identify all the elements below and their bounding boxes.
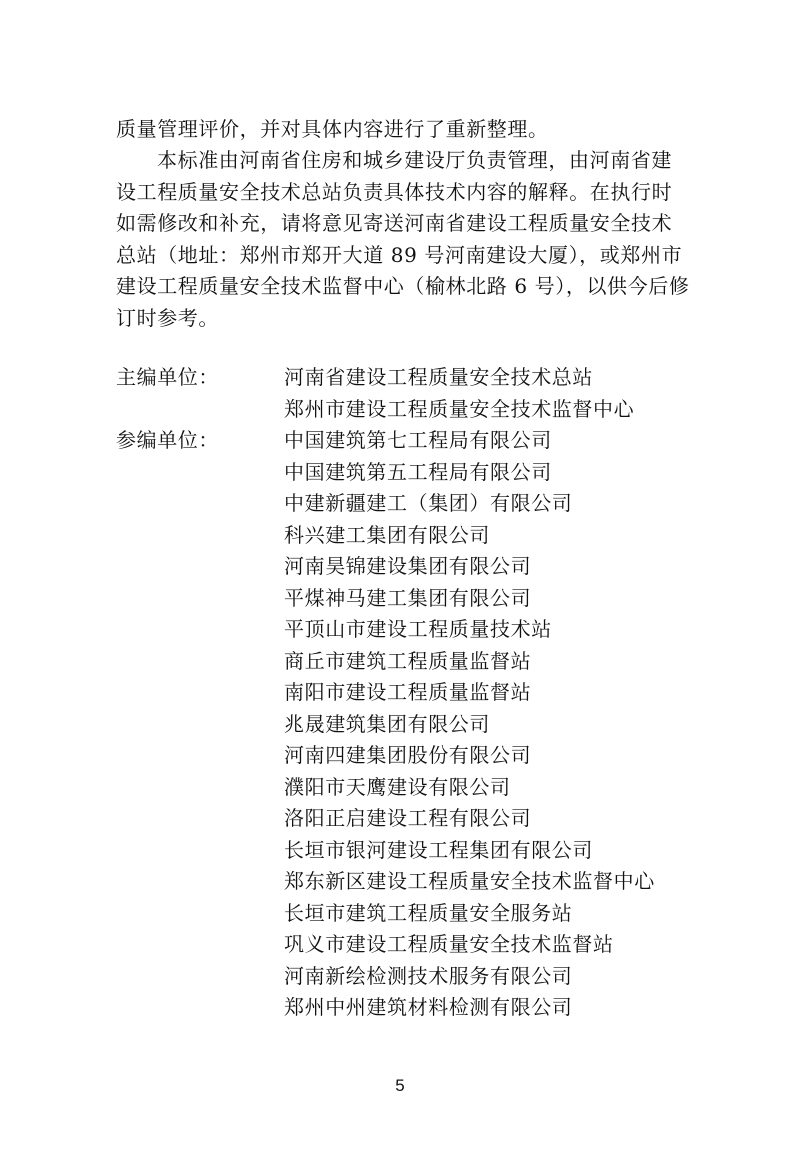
list-item: 洛阳正启建设工程有限公司 — [284, 806, 532, 830]
list-item: 中国建筑第七工程局有限公司 — [284, 428, 552, 452]
list-item: 中国建筑第五工程局有限公司 — [284, 459, 552, 484]
participating-units-label: 参编单位： — [116, 428, 219, 452]
paragraph-text: 质量管理评价，并对具体内容进行了重新整理。 — [116, 117, 549, 141]
list-item: 濮阳市天鹰建设有限公司 — [284, 774, 511, 799]
list-item: 河南省建设工程质量安全技术总站 — [284, 365, 593, 389]
list-item: 郑州市建设工程质量安全技术监督中心 — [284, 396, 635, 421]
list-item: 郑州中州建筑材料检测有限公司 — [284, 995, 573, 1019]
participating-units-list — [284, 425, 655, 1024]
list-item: 河南四建集团股份有限公司 — [284, 743, 532, 767]
list-item: 南阳市建设工程质量监督站 — [284, 680, 532, 704]
chief-units-label: 主编单位： — [116, 365, 219, 389]
chief-units-list — [284, 362, 634, 425]
list-item: 河南昊锦建设集团有限公司 — [284, 554, 532, 578]
list-item: 商丘市建筑工程质量监督站 — [284, 648, 532, 673]
list-item: 巩义市建设工程质量安全技术监督站 — [284, 932, 614, 956]
paragraph-text: 本标准由河南省住房和城乡建设厅负责管理，由河南省建设工程质量安全技术总站负责具体技术内容的解释。在执行时如需修改和补充，请将意见寄送河南省建设工程质量安全技术总站（地址：郑州市郑开大道 89 号河南建设大厦），或郑州市建设工程质量安全技术监督中心（榆林北路 6 号），以供今后修订时参考。 — [116, 148, 690, 330]
list-item: 平煤神马建工集团有限公司 — [284, 585, 532, 610]
paragraph-continuation — [116, 114, 691, 146]
list-item: 长垣市建筑工程质量安全服务站 — [284, 900, 573, 925]
list-item: 郑东新区建设工程质量安全技术监督中心 — [284, 869, 655, 893]
list-item: 长垣市银河建设工程集团有限公司 — [284, 837, 593, 862]
list-item: 兆晟建筑集团有限公司 — [284, 711, 490, 736]
list-item: 河南新绘检测技术服务有限公司 — [284, 963, 573, 988]
list-item: 科兴建工集团有限公司 — [284, 522, 490, 547]
list-item: 中建新疆建工（集团）有限公司 — [284, 491, 573, 515]
page-number: 5 — [395, 1076, 405, 1095]
paragraph-management — [116, 145, 691, 334]
list-item: 平顶山市建设工程质量技术站 — [284, 617, 552, 641]
